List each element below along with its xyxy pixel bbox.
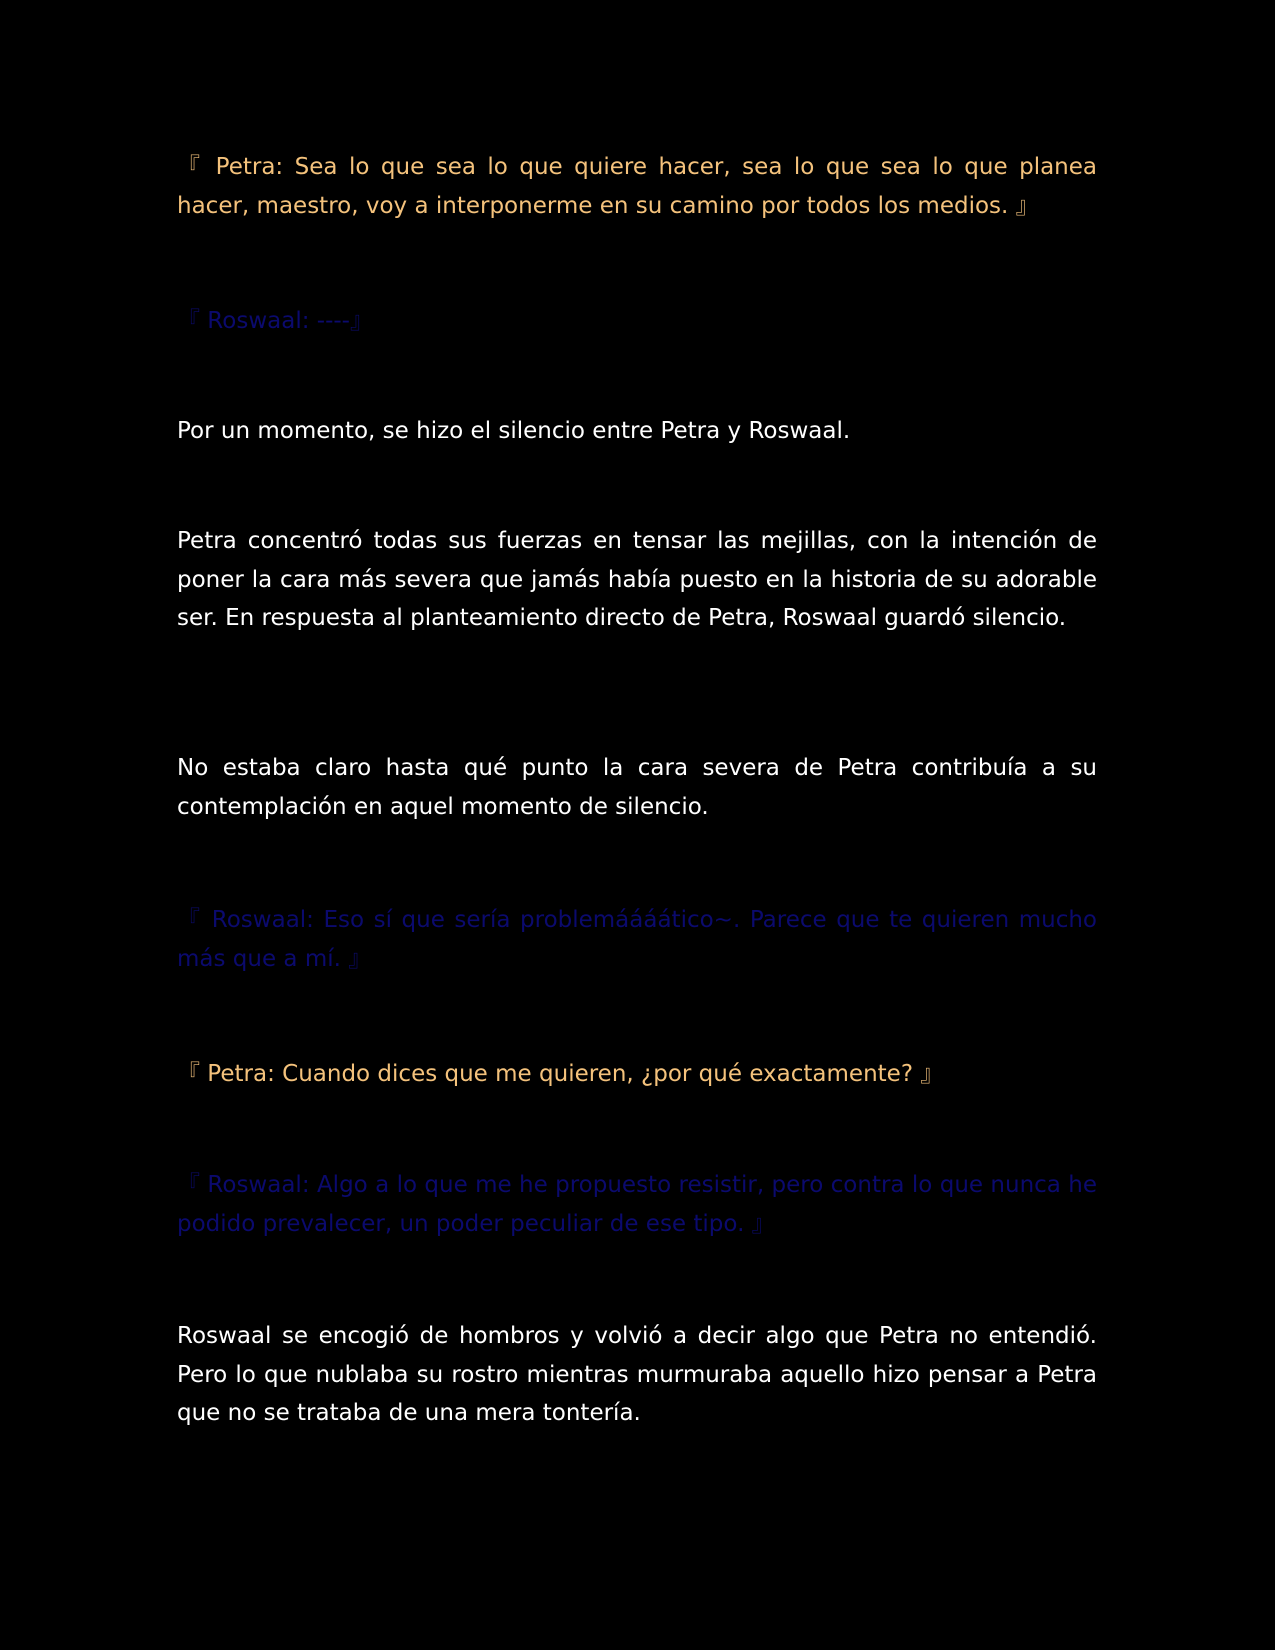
dialogue-roswaal-1: 『 Roswaal: ----』 [177, 308, 373, 334]
dialogue-petra-2: 『 Petra: Cuando dices que me quieren, ¿por qué exactamente? 』 [177, 1061, 944, 1087]
document-page [177, 0, 1097, 1650]
narration-1: Por un momento, se hizo el silencio entre Petra y Roswaal. [177, 418, 851, 444]
narration-4: Roswaal se encogió de hombros y volvió a decir algo que Petra no entendió. Pero lo que nublaba su rostro mientras murmuraba aquello hizo pensar a Petra que no se trataba de una mera tontería. [177, 1323, 1097, 1426]
dialogue-roswaal-3: 『 Roswaal: Algo a lo que me he propuesto resistir, pero contra lo que nunca he podido prevalecer, un poder peculiar de ese tipo. 』 [177, 1172, 1097, 1237]
dialogue-petra-1: 『 Petra: Sea lo que sea lo que quiere hacer, sea lo que sea lo que planea hacer, maestro, voy a interponerme en su camino por todos los medios. 』 [177, 154, 1097, 219]
narration-2: Petra concentró todas sus fuerzas en tensar las mejillas, con la intención de poner la cara más severa que jamás había puesto en la historia de su adorable ser. En respuesta al planteamiento directo de Petra, Roswaal guardó silencio. [177, 528, 1097, 631]
dialogue-roswaal-2: 『 Roswaal: Eso sí que sería problemáááático~. Parece que te quieren mucho más que a mí. 』 [177, 907, 1097, 972]
narration-3: No estaba claro hasta qué punto la cara severa de Petra contribuía a su contemplación en aquel momento de silencio. [177, 755, 1097, 820]
